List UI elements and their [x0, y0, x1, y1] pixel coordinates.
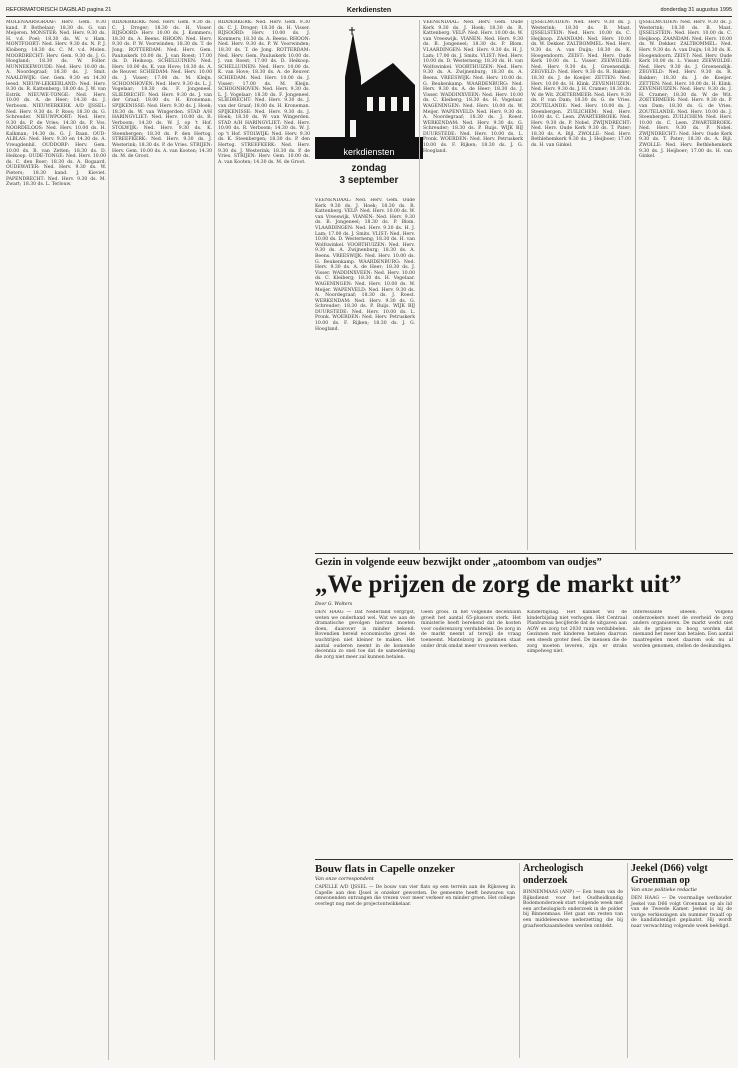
article-jeekel: [631, 863, 732, 1058]
article-title: Archeologisch onderzoek: [523, 863, 584, 886]
masthead-paper: REFORMATORISCH DAGBLAD pagina 21: [6, 7, 112, 13]
listing-column: RIDDERKERK: Ned. Herv. Gem. 9.30 ds. C. J. Droger; 18.30 ds. H. Visser. RIJSOORD: Herv. 10.00 ds. J. Kommers; 18.30 ds. A. Beens. RHOON: Ned. Herv. 9.30 ds. P. W. Voorwinden; 18.30 ds. T. de Jong. ROTTERDAM: Ned. Herv. Gem. Pauluskerk 10.00 ds. J. van Roest; 17.00 ds. D. Heikoop. SCHELLUINEN: Ned. Herv. 10.00 ds. K. van Hove; 18.30 ds. A. de Reuver. SCHIEDAM: Ned. Herv. 10.00 ds. J. Visser; 17.00 ds. M. Kleijn. SCHOONHOVEN: Ned. Herv. 9.30 ds. L. J. Vogelaar; 18.30 ds. F. Jongeneel. SLIEDRECHT: Ned. Herv. 9.30 ds. J. van der Graaf; 18.00 ds. H. Kroneman. SPIJKENISSE: Ned. Herv. 9.30 ds. J. Hoek; 18.30 ds. W. van Wingerden. STAD A/H HARINGVLIET: Ned. Herv. 10.00 ds. R. Verboom; 14.30 ds. W. J. op 't Hof. STOLWIJK: Ned. Herv. 9.30 ds. K. Steenbergen; 18.30 ds. P. den Hertog. STREEFKERK: Ned. Herv. 9.30 ds. J. Westerink; 18.30 ds. P. de Vries. STRIJEN: Herv. Gem. 10.00 ds. A. van Kooten; 14.30 ds. M. de Groot.: [218, 20, 310, 165]
article-title: Bouw flats in Capelle onzeker: [315, 863, 455, 875]
story-column: Geen groei. In het volgende decennium groeit het aantal 65-plussers sterk. Het ministerie heeft berekend dat de kosten voor ouderenzorg verdubbelen. De zorg in de markt neemt af terwijl de vraag toeneemt. Mantelzorg in gezinnen staat onder druk omdat meer vrouwen werken.: [421, 610, 521, 649]
article-body: CAPELLE A/D IJSSEL — De bouw van vier flats op een terrein aan de Rijksweg in Capelle aan den IJssel is onzeker geworden. De gemeente heeft bezwaren van omwonenden ontvangen die vrezen voor meer verkeer en minder groen. Het college overlegt nog met de projectontwikkelaar.: [315, 885, 515, 907]
article-capelle: [315, 863, 515, 1058]
article-body: DEN HAAG — De voormalige wethouder Jeekel van D66 volgt Groenman op als lid van de Tweede Kamer. Jeekel is bij de vorige verkiezingen als nummer twaalf op de kandidatenlijst geplaatst. Hij wordt naar verwachting volgende week beëdigd.: [631, 896, 732, 929]
article-kicker: Van onze correspondent: [315, 877, 374, 882]
kerkdiensten-band: kerkdiensten: [315, 145, 423, 159]
listing-column: MOLENAARSGRAAF: Herv. Gem. 9.30 kand. P. Bothelaar; 18.30 ds. G. van Meijeren. MONSTER: Ned. Herv. 9.30 ds. H. v.d. Poel; 18.30 ds. W. v. Ham. MONTFOORT: Ned. Herv. 9.30 ds. N. P. J. Kloiberg; 18.30 ds. C. M. v.d. Molen. MOORDRECHT: Herv. Gem. 9.30 ds. J. G. Hoogland; 18.30 ds. W. Foller. MUNNEKEWOUDE: Ned. Herv. 10.00 ds. A. Noordegraaf; 18.30 ds. J. Smit. NAALDWIJK: Ger. Gem. 9.30 en 14.30 leesd. NIEUW-LEKKERLAND: Ned. Herv. 9.30 ds. R. Kattenberg; 18.00 ds. J. W. van Estrik. NIEUWE-TONGE: Ned. Herv. 10.00 ds. A. de Heer; 14.30 ds. J. Verboom. NIEUWERKERK A/D IJSSEL: Ned. Herv. 9.30 ds. P. Roos; 18.30 ds. G. Schreuder. NIEUWPOORT: Ned. Herv. 9.30 ds. P. de Vries; 14.30 ds. P. Vos. NOORDELOOS: Ned. Herv. 10.00 ds. H. Kalkman; 14.30 ds. G. J. Baan. OUD-ALBLAS: Ned. Herv. 9.30 en 14.30 ds. A. Vreugdenhil. OUDDORP: Herv. Gem. 10.00 ds. B. van Zetten; 18.30 ds. D. Heikoop. OUDE-TONGE: Ned. Herv. 10.00 ds. C. den Boer; 18.30 ds. A. Bogaard. OUDEWATER: Ned. Herv. 9.30 ds. W. Pieters; 18.30 kand. J. Kieviet. PAPENDRECHT: Ned. Herv. 9.30 ds. M. Zwart; 18.30 ds. L. Terlouw.: [6, 20, 106, 188]
column-rule: [527, 20, 528, 550]
listing-column: IJSSELMUIDEN: Ned. Herv. 9.30 ds. J. Westerink; 18.30 ds. B. Maat. IJSSELSTEIN: Ned. Herv. 10.00 ds. C. Heijkoop. ZAANDAM: Ned. Herv. 10.00 ds. W. Dekker. ZALTBOMMEL: Ned. Herv. 9.30 ds. A. van Duijn; 18.30 ds. K. Hoogendoorn. ZEIST: Ned. Herv. Oude Kerk 10.00 ds. L. Visser. ZEEWOLDE: Ned. Herv. 9.30 ds. J. Groenendijk. ZEGVELD: Ned. Herv. 9.30 ds. R. Bakker; 18.30 ds. J. de Koeijer. ZETTEN: Ned. Herv. 10.00 ds. H. Klink. ZEVENHUIZEN: Ned. Herv. 9.30 ds. J. H. Cramer; 18.30 ds. W. de Wit. ZOETERMEER: Ned. Herv. 9.30 ds. P. van Dam; 18.30 ds. G. de Vries. ZOUTELANDE: Ned. Herv. 10.00 ds. J. Steenbergen. ZUILICHEM: Ned. Herv. 10.00 ds. C. Leen. ZWARTEBROEK: Ned. Herv. 9.30 ds. P. Nobel. ZWIJNDRECHT: Ned. Herv. Oude Kerk 9.30 ds. T. Pater; 18.30 ds. A. Bijl. ZWOLLE: Ned. Herv. Bethlehemkerk 9.30 ds. J. Heijboer; 17.00 ds. H. van Ginkel.: [531, 20, 631, 149]
column-rule: [635, 20, 636, 550]
column-rule: [214, 20, 215, 1060]
listing-column: RIDDERKERK: Ned. Herv. Gem. 9.30 ds. C. J. Droger; 18.30 ds. H. Visser. RIJSOORD: Herv. 10.00 ds. J. Kommers; 18.30 ds. A. Beens. RHOON: Ned. Herv. 9.30 ds. P. W. Voorwinden; 18.30 ds. T. de Jong. ROTTERDAM: Ned. Herv. Gem. Pauluskerk 10.00 ds. J. van Roest; 17.00 ds. D. Heikoop. SCHELLUINEN: Ned. Herv. 10.00 ds. K. van Hove; 18.30 ds. A. de Reuver. SCHIEDAM: Ned. Herv. 10.00 ds. J. Visser; 17.00 ds. M. Kleijn. SCHOONHOVEN: Ned. Herv. 9.30 ds. L. J. Vogelaar; 18.30 ds. F. Jongeneel. SLIEDRECHT: Ned. Herv. 9.30 ds. J. van der Graaf; 18.00 ds. H. Kroneman. SPIJKENISSE: Ned. Herv. 9.30 ds. J. Hoek; 18.30 ds. W. van Wingerden. STAD A/H HARINGVLIET: Ned. Herv. 10.00 ds. R. Verboom; 14.30 ds. W. J. op 't Hof. STOLWIJK: Ned. Herv. 9.30 ds. K. Steenbergen; 18.30 ds. P. den Hertog. STREEFKERK: Ned. Herv. 9.30 ds. J. Westerink; 18.30 ds. P. de Vries. STRIJEN: Herv. Gem. 10.00 ds. A. van Kooten; 14.30 ds. M. de Groot.: [112, 20, 212, 160]
article-title: Jeekel (D66) volgt Groenman op: [631, 863, 708, 886]
service-date: [315, 163, 423, 187]
listing-column: VEENENDAAL: Ned. Herv. Gem. Oude Kerk 9.30 ds. J. Hoek; 18.30 ds. R. Kattenberg. VELP: Ned. Herv. 10.00 ds. W. van Vreeswijk. VIANEN: Ned. Herv. 9.30 ds. B. Jongeneel; 18.30 ds. P. Blom. VLAARDINGEN: Ned. Herv. 9.30 ds. H. J. Lam; 17.00 ds. J. Smits. VLIST: Ned. Herv. 10.00 ds. D. Westerneng; 18.30 ds. H. van Wolfswinkel. VOORTHUIZEN: Ned. Herv. 9.30 ds. A. Zwijnenburg; 18.30 ds. A. Beens. VREESWIJK: Ned. Herv. 10.00 ds. G. Beukenkamp. WAARDENBURG: Ned. Herv. 9.30 ds. A. de Heer; 18.30 ds. J. Visser. WADDINXVEEN: Ned. Herv. 10.00 ds. C. Kleiberg; 18.30 ds. H. Vogelaar. WAGENINGEN: Ned. Herv. 10.00 ds. W. Meijer. WAPENVELD: Ned. Herv. 9.30 ds. A. Noordegraaf; 18.30 ds. J. Roest. WERKENDAM: Ned. Herv. 9.30 ds. G. Schreuder; 18.30 ds. P. Ruijs. WIJK BIJ DUURSTEDE: Ned. Herv. 10.00 ds. L. Pronk. WOERDEN: Ned. Herv. Petruskerk 10.00 ds. F. Rijken; 18.30 ds. J. G. Hoogland.: [423, 20, 523, 154]
column-rule: [108, 20, 109, 1060]
masthead-section: Kerkdiensten: [346, 7, 392, 14]
story-byline: Door G. Wolters: [315, 602, 353, 607]
masthead: [6, 5, 732, 17]
story-headline: „We prijzen de zorg de markt uit”: [315, 571, 682, 598]
article-kicker: Van onze politieke redactie: [631, 888, 698, 893]
article-body: BINNENMAAS (ANP) — Een team van de Rijksdienst voor het Oudheidkundig Bodemonderzoek start volgende week met een archeologisch onderzoek in de polder bij Binnenmaas. Het gaat om resten van een middeleeuwse nederzetting die bij graafwerkzaamheden werden ontdekt.: [523, 890, 623, 929]
article-archeologie: [523, 863, 623, 1058]
kerkdiensten-header: [315, 25, 423, 195]
column-rule: [627, 863, 628, 1058]
story-column: Interessante ideeën. Volgens onderzoekers moet de overheid de zorg anders organiseren. De markt werkt niet als de prijzen zo hoog worden dat niemand het meer kan betalen. Een aantal maatregelen moet daarom ook nu al worden genomen, stellen de deskundigen.: [633, 610, 733, 649]
listing-column: IJSSELMUIDEN: Ned. Herv. 9.30 ds. J. Westerink; 18.30 ds. B. Maat. IJSSELSTEIN: Ned. Herv. 10.00 ds. C. Heijkoop. ZAANDAM: Ned. Herv. 10.00 ds. W. Dekker. ZALTBOMMEL: Ned. Herv. 9.30 ds. A. van Duijn; 18.30 ds. K. Hoogendoorn. ZEIST: Ned. Herv. Oude Kerk 10.00 ds. L. Visser. ZEEWOLDE: Ned. Herv. 9.30 ds. J. Groenendijk. ZEGVELD: Ned. Herv. 9.30 ds. R. Bakker; 18.30 ds. J. de Koeijer. ZETTEN: Ned. Herv. 10.00 ds. H. Klink. ZEVENHUIZEN: Ned. Herv. 9.30 ds. J. H. Cramer; 18.30 ds. W. de Wit. ZOETERMEER: Ned. Herv. 9.30 ds. P. van Dam; 18.30 ds. G. de Vries. ZOUTELANDE: Ned. Herv. 10.00 ds. J. Steenbergen. ZUILICHEM: Ned. Herv. 10.00 ds. C. Leen. ZWARTEBROEK: Ned. Herv. 9.30 ds. P. Nobel. ZWIJNDRECHT: Ned. Herv. Oude Kerk 9.30 ds. T. Pater; 18.30 ds. A. Bijl. ZWOLLE: Ned. Herv. Bethlehemkerk 9.30 ds. J. Heijboer; 17.00 ds. H. van Ginkel.: [639, 20, 732, 160]
service-date-text: 3 september: [339, 175, 399, 186]
masthead-date: donderdag 31 augustus 1995: [660, 7, 732, 13]
story-column: DEN HAAG — Dat Nederland vergrijst, weten we onderhand wel. Wat we aan de dramatische gevolgen hiervan moeten doen, daarover is minder bekend. Bovendien bereid economische groei de wachtrijen niet kleiner te maken. Het aantal ouderen neemt in de komende decennia zo snel toe dat de samenleving die zorg niet meer zal kunnen betalen.: [315, 610, 415, 660]
column-rule: [519, 863, 520, 1058]
bottom-rule: [315, 859, 733, 860]
service-day: zondag: [351, 163, 387, 174]
story-rule: [315, 553, 733, 554]
story-column: Kinderbijslag. Het kabinet wil de kinderbijslag niet verhogen. Het Centraal Planbureau becijferde dat de uitgaven aan AOW en zorg tot 2030 ruim verdubbelen. Gezinnen met kinderen betalen daarvan een steeds groter deel. De mensen die de zorg moeten leveren, zijn er straks simpelweg niet.: [527, 610, 627, 655]
column-rule: [419, 20, 420, 550]
church-icon: [315, 25, 423, 145]
listing-column: VEENENDAAL: Ned. Herv. Gem. Oude Kerk 9.30 ds. J. Hoek; 18.30 ds. R. Kattenberg. VELP: Ned. Herv. 10.00 ds. W. van Vreeswijk. VIANEN: Ned. Herv. 9.30 ds. B. Jongeneel; 18.30 ds. P. Blom. VLAARDINGEN: Ned. Herv. 9.30 ds. H. J. Lam; 17.00 ds. J. Smits. VLIST: Ned. Herv. 10.00 ds. D. Westerneng; 18.30 ds. H. van Wolfswinkel. VOORTHUIZEN: Ned. Herv. 9.30 ds. A. Zwijnenburg; 18.30 ds. A. Beens. VREESWIJK: Ned. Herv. 10.00 ds. G. Beukenkamp. WAARDENBURG: Ned. Herv. 9.30 ds. A. de Heer; 18.30 ds. J. Visser. WADDINXVEEN: Ned. Herv. 10.00 ds. C. Kleiberg; 18.30 ds. H. Vogelaar. WAGENINGEN: Ned. Herv. 10.00 ds. W. Meijer. WAPENVELD: Ned. Herv. 9.30 ds. A. Noordegraaf; 18.30 ds. J. Roest. WERKENDAM: Ned. Herv. 9.30 ds. G. Schreuder; 18.30 ds. P. Ruijs. WIJK BIJ DUURSTEDE: Ned. Herv. 10.00 ds. L. Pronk. WOERDEN: Ned. Herv. Petruskerk 10.00 ds. F. Rijken; 18.30 ds. J. G. Hoogland.: [315, 198, 415, 332]
story-deck: Gezin in volgende eeuw bezwijkt onder „atoombom van oudjes”: [315, 557, 602, 568]
lead-story: [315, 556, 733, 856]
